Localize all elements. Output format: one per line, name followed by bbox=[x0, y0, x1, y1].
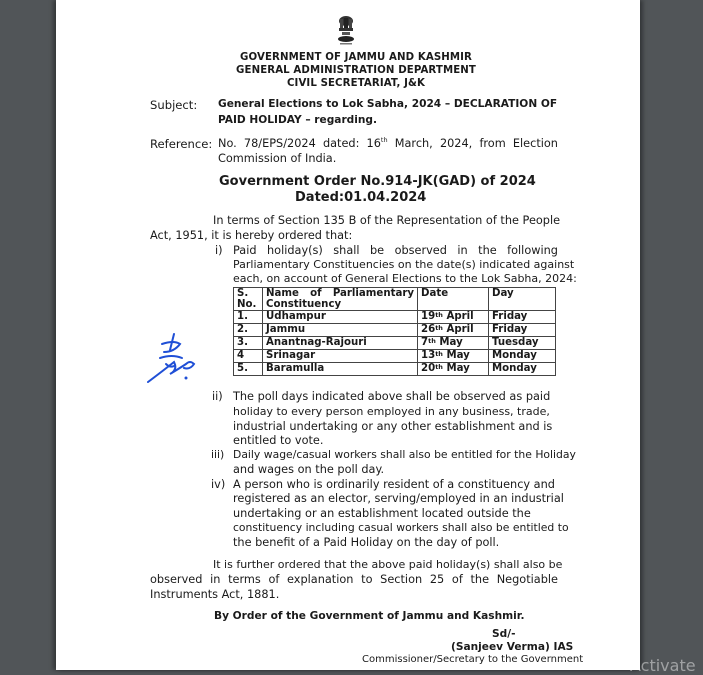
table-row: 1. Udhampur 19th April Friday bbox=[234, 311, 556, 324]
further-line-1: It is further ordered that the above paid holiday(s) shall also be bbox=[213, 558, 563, 571]
reference-line-2: Commission of India. bbox=[218, 152, 337, 165]
subject-line-1: General Elections to Lok Sabha, 2024 – DECLARATION OF bbox=[218, 98, 558, 110]
reference-line-1: No. 78/EPS/2024 dated: 16th March, 2024, from Election bbox=[218, 136, 558, 150]
point-ii-line-3: industrial undertaking or any other establishment and is bbox=[233, 420, 553, 433]
constituency-table bbox=[233, 287, 556, 376]
point-ii-number: ii) bbox=[212, 390, 223, 403]
order-title: Government Order No.914-JK(GAD) of 2024 bbox=[219, 174, 536, 189]
order-date: Dated:01.04.2024 bbox=[295, 190, 427, 205]
further-line-3: Instruments Act, 1881. bbox=[150, 588, 280, 601]
subject-line-2: PAID HOLIDAY – regarding. bbox=[218, 114, 378, 126]
point-iii-line-2: and wages on the poll day. bbox=[233, 463, 385, 476]
document-page bbox=[56, 0, 640, 670]
reference-label: Reference: bbox=[150, 137, 213, 151]
point-ii-line-1: The poll days indicated above shall be observed as paid bbox=[233, 390, 551, 403]
point-ii-line-4: entitled to vote. bbox=[233, 434, 324, 447]
point-iv-line-4: constituency including casual workers shall also be entitled to bbox=[233, 521, 569, 534]
table-row: 3. Anantnag-Rajouri 7th May Tuesday bbox=[234, 337, 556, 350]
table-row: 4 Srinagar 13th May Monday bbox=[234, 350, 556, 363]
point-i-line-3: each, on account of General Elections to the Lok Sabha, 2024: bbox=[233, 272, 577, 285]
further-line-2: observed in terms of explanation to Section 25 of the Negotiable bbox=[150, 573, 558, 586]
point-iv-line-1: A person who is ordinarily resident of a constituency and bbox=[233, 478, 555, 491]
state-emblem-icon bbox=[333, 14, 359, 48]
subject-label: Subject: bbox=[150, 98, 198, 112]
table-header-row bbox=[234, 288, 556, 311]
table-row: 2. Jammu 26th April Friday bbox=[234, 324, 556, 337]
header-constituency: Name of Parliamentary Constituency bbox=[263, 288, 418, 311]
activate-windows-watermark: Activate bbox=[630, 656, 696, 675]
header-department: GENERAL ADMINISTRATION DEPARTMENT bbox=[236, 65, 476, 76]
point-iii-number: iii) bbox=[211, 448, 225, 461]
point-iv-number: iv) bbox=[211, 478, 226, 491]
signoff-sd: Sd/- bbox=[492, 628, 516, 640]
signoff-designation: Commissioner/Secretary to the Government bbox=[362, 654, 584, 665]
point-ii-line-2: holiday to every person employed in any business, trade, bbox=[233, 405, 550, 418]
header-government: GOVERNMENT OF JAMMU AND KASHMIR bbox=[240, 52, 472, 63]
point-iv-line-3: undertaking or an establishment located outside the bbox=[233, 507, 531, 520]
header-secretariat: CIVIL SECRETARIAT, J&K bbox=[286, 78, 425, 89]
handwritten-signature-icon bbox=[144, 330, 204, 388]
point-iv-line-2: registered as an elector, serving/employed in an industrial bbox=[233, 492, 564, 505]
header-sno: S. No. bbox=[234, 288, 263, 311]
header-date: Date bbox=[418, 288, 489, 311]
table-row: 5. Baramulla 20th May Monday bbox=[234, 363, 556, 376]
signoff-name: (Sanjeev Verma) IAS bbox=[451, 641, 574, 653]
point-i-line-1: Paid holiday(s) shall be observed in the following bbox=[233, 244, 558, 257]
intro-line-1: In terms of Section 135 B of the Representation of the People bbox=[213, 214, 561, 227]
intro-line-2: Act, 1951, it is hereby ordered that: bbox=[150, 229, 353, 242]
point-i-line-2: Parliamentary Constituencies on the date(s) indicated against bbox=[233, 258, 575, 271]
header-day: Day bbox=[489, 288, 556, 311]
by-order-line: By Order of the Government of Jammu and Kashmir. bbox=[214, 610, 525, 622]
point-iv-line-5: the benefit of a Paid Holiday on the day of poll. bbox=[233, 536, 500, 549]
point-i-number: i) bbox=[215, 244, 223, 257]
point-iii-line-1: Daily wage/casual workers shall also be entitled for the Holiday bbox=[233, 448, 576, 461]
